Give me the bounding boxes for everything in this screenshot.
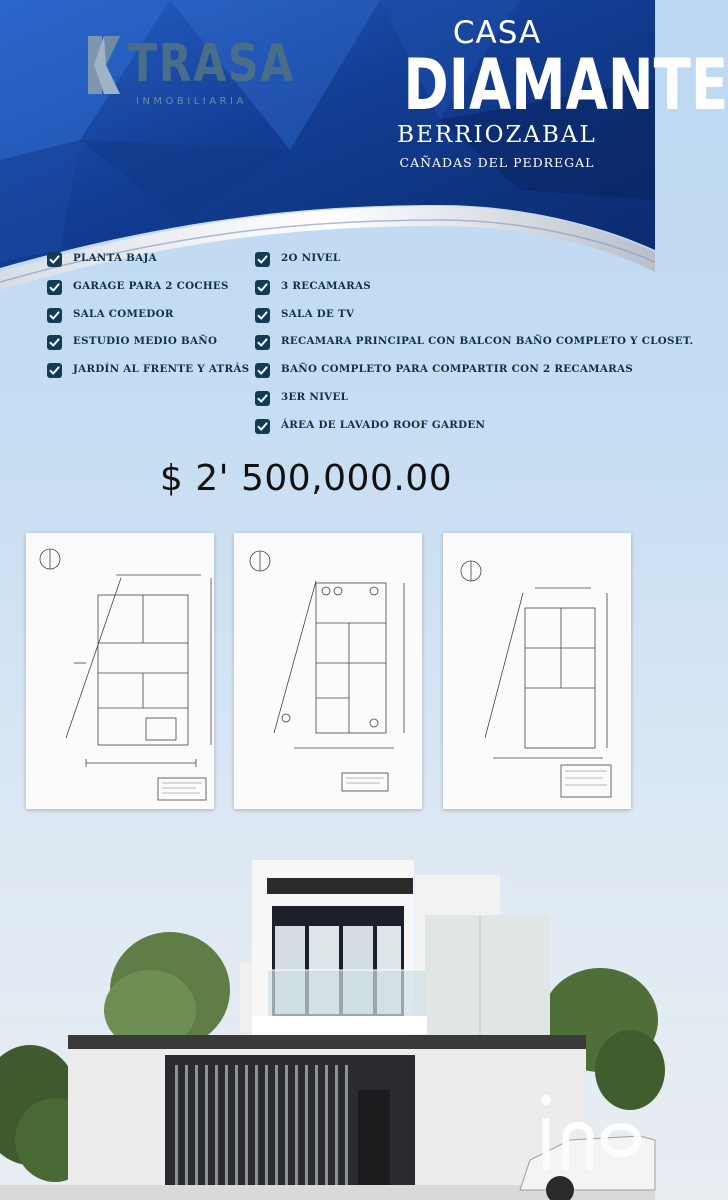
check-icon [255,335,270,350]
floor-plan-drawing [26,533,214,809]
check-icon [255,252,270,267]
location-name: BERRIOZABAL [397,122,597,148]
feature-item [255,333,693,361]
check-icon [47,335,62,350]
feature-item [47,361,249,389]
title-block [377,14,728,176]
floor-plan-ground [26,533,214,809]
logo-subtitle: INMOBILIARIA [136,96,247,107]
title-casa: CASA [452,15,542,51]
feature-label: GARAGE PARA 2 COCHES [73,279,229,292]
floor-plan-third [443,533,631,809]
feature-label: 3ER NIVEL [281,390,349,403]
feature-item [255,361,693,389]
floor-plan-second [234,533,422,809]
feature-item [47,250,249,278]
inmuebles24-logo-icon [534,1078,654,1196]
feature-item [255,389,693,417]
feature-label: SALA COMEDOR [73,307,174,320]
check-icon [255,280,270,295]
price: $ 2' 500,000.00 [159,458,453,499]
floor-plan-drawing [443,533,631,809]
feature-label: ESTUDIO MEDIO BAÑO [73,335,218,348]
feature-label: 3 RECAMARAS [281,279,372,292]
title-diamante: DIAMANTE [403,44,728,126]
feature-item [255,250,693,278]
check-icon [47,363,62,378]
feature-item [255,278,693,306]
check-icon [255,391,270,406]
check-icon [47,252,62,267]
feature-label: JARDÍN AL FRENTE Y ATRÁS [73,363,250,376]
feature-label: SALA DE TV [281,307,355,320]
features-left-list [47,250,249,389]
feature-item [255,306,693,334]
feature-label: RECAMARA PRINCIPAL CON BALCON BAÑO COMPLETO Y CLOSET. [281,335,694,348]
features-right-list [255,250,693,445]
check-icon [255,419,270,434]
logo-wordmark: TRASA [128,34,295,94]
feature-item [47,306,249,334]
check-icon [255,363,270,378]
feature-label: BAÑO COMPLETO PARA COMPARTIR CON 2 RECAMARAS [281,363,633,376]
feature-item [47,278,249,306]
feature-label: 2O NIVEL [281,252,341,264]
feature-item [255,417,693,445]
check-icon [47,280,62,295]
feature-label: PLANTA BAJA [73,252,157,264]
subdivision-name: CAÑADAS DEL PEDREGAL [399,155,595,170]
check-icon [47,308,62,323]
header-banner [0,0,728,285]
check-icon [255,308,270,323]
trasa-logo [88,34,295,112]
feature-item [47,333,249,361]
feature-label: ÁREA DE LAVADO ROOF GARDEN [281,418,486,431]
trasa-logo-mark-icon [88,36,120,94]
floor-plan-drawing [234,533,422,809]
